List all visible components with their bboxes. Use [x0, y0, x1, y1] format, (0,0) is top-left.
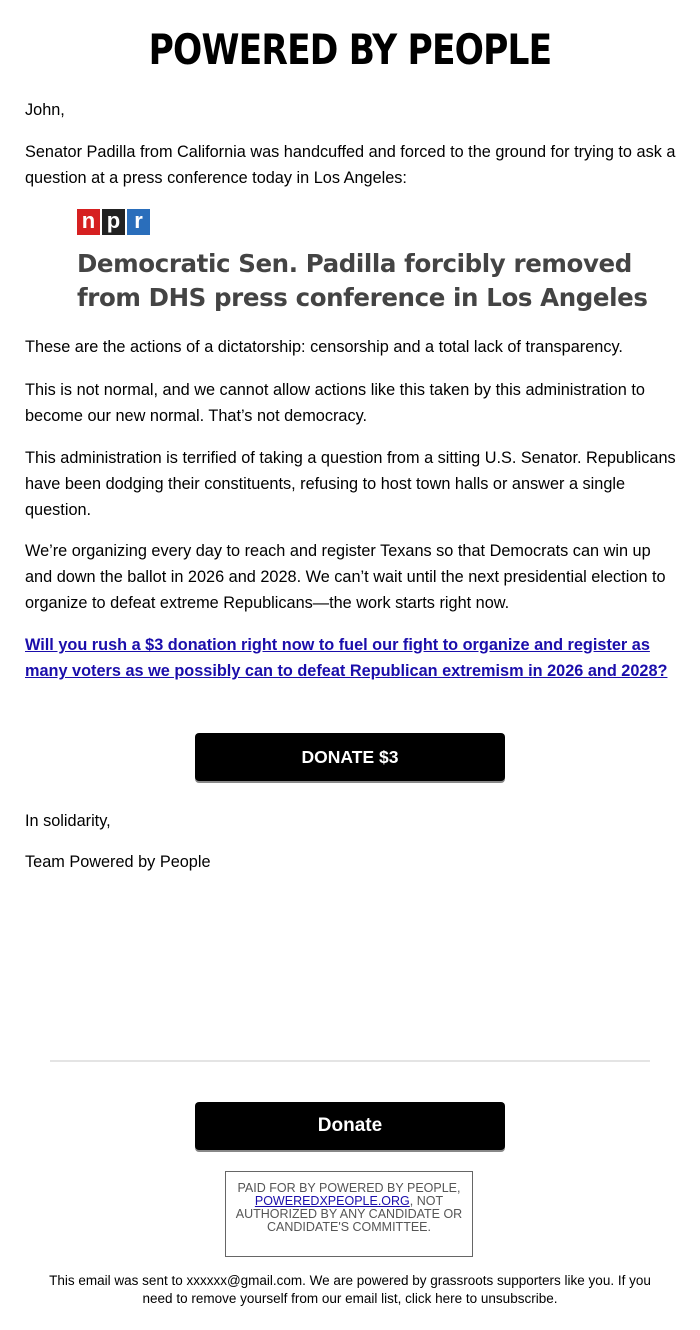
disclaimer-suffix: , NOT AUTHORIZED BY ANY CANDIDATE OR CANDIDATE'S COMMITTEE.: [235, 1194, 463, 1234]
body-paragraph: These are the actions of a dictatorship: censorship and a total lack of transparency.: [25, 338, 623, 356]
brand-title: POWERED BY PEOPLE: [148, 25, 552, 74]
unsubscribe-footer[interactable]: This email was sent to xxxxxx@gmail.com. We are powered by grassroots supporters like you. If you need to remove yourself from our email list, click here to unsubscribe.: [49, 1273, 651, 1306]
npr-logo[interactable]: [77, 209, 150, 235]
npr-logo-letter: n: [77, 209, 100, 235]
intro-paragraph: Senator Padilla from California was handcuffed and forced to the ground for trying to ask a question at a press conference today in Los Angeles:: [25, 143, 676, 187]
body-paragraph: We’re organizing every day to reach and register Texans so that Democrats can win up and down the ballot in 2026 and 2028. We can’t wait until the next presidential election to organize to defeat extreme Republicans—the work starts right now.: [25, 542, 666, 612]
footer-divider: [50, 1060, 650, 1062]
npr-logo-letter: r: [127, 209, 150, 235]
donation-ask-link[interactable]: Will you rush a $3 donation right now to fuel our fight to organize and register as many voters as we possibly can to defeat Republican extremism in 2026 and 2028?: [25, 636, 668, 680]
body-paragraph: This is not normal, and we cannot allow actions like this taken by this administration to become our new normal. That’s not democracy.: [25, 381, 645, 425]
greeting: John,: [25, 101, 65, 119]
website-link[interactable]: POWEREDXPEOPLE.ORG: [254, 1194, 410, 1208]
news-headline-image[interactable]: Democratic Sen. Padilla forcibly removed from DHS press conference in Los Angeles: [77, 249, 648, 312]
signoff: In solidarity,: [25, 812, 111, 830]
body-paragraph: This administration is terrified of taking a question from a sitting U.S. Senator. Republicans have been dodging their constituents, refusing to host town halls or answer a single question.: [25, 449, 676, 519]
npr-logo-letter: p: [102, 209, 125, 235]
footer-donate-button[interactable]: Donate: [195, 1102, 505, 1150]
donate-3-button[interactable]: DONATE $3: [195, 733, 505, 781]
disclaimer-prefix: PAID FOR BY POWERED BY PEOPLE,: [237, 1181, 461, 1195]
paid-for-disclaimer: [225, 1171, 473, 1257]
signature: Team Powered by People: [25, 853, 211, 871]
